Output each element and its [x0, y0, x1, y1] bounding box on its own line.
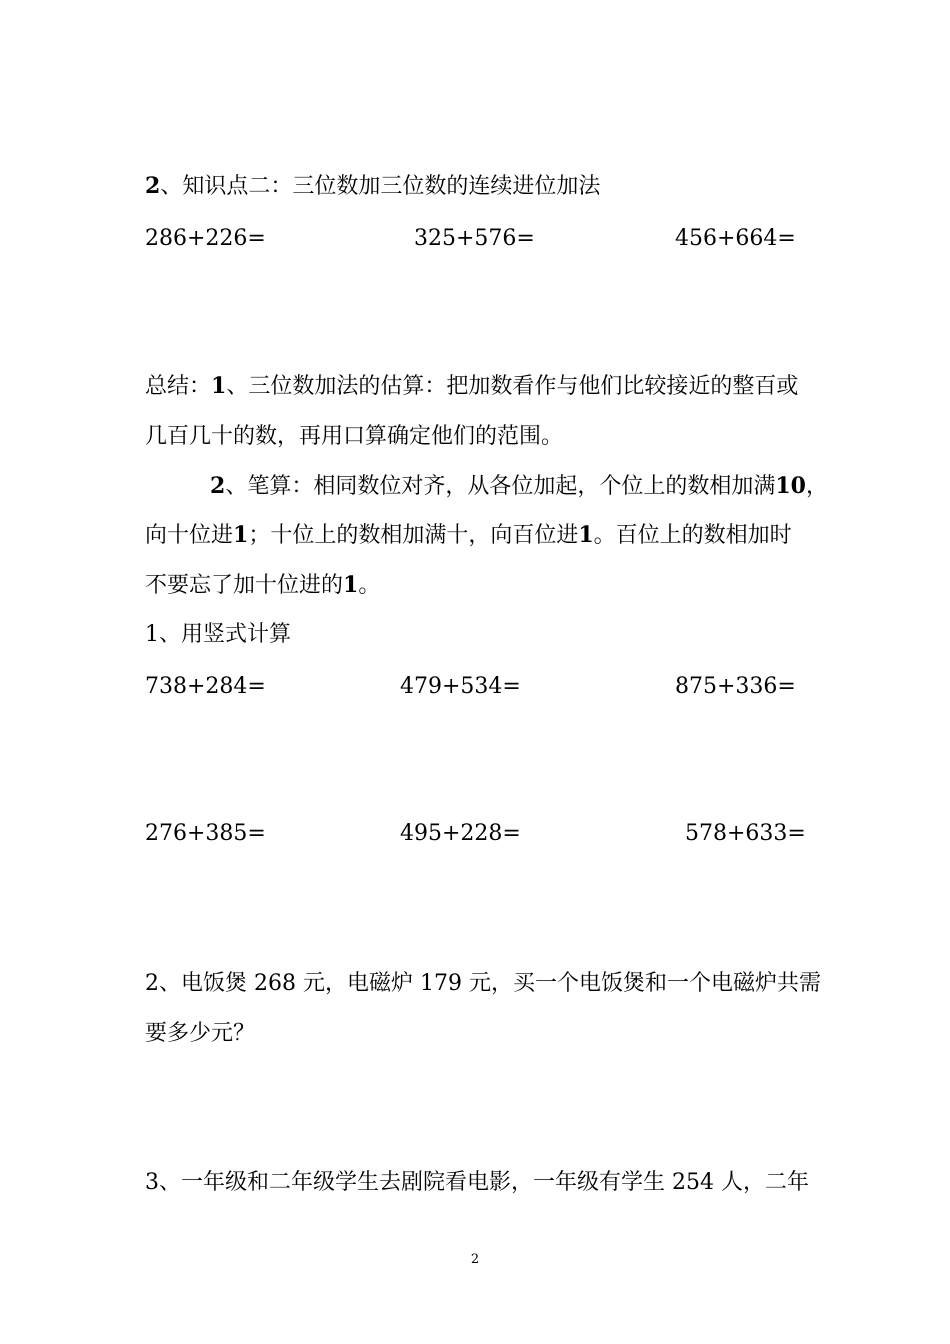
summary-carry-one: 1	[578, 522, 594, 548]
practice-exercise: 578+633=	[685, 821, 806, 846]
question-3-line-1: 3、一年级和二年级学生去剧院看电影，一年级有学生 254 人，二年	[145, 1170, 809, 1195]
summary-text: 不要忘了加十位进的	[145, 573, 344, 598]
summary-line-3	[210, 471, 828, 502]
summary-point-1-number: 1	[211, 373, 227, 399]
practice-exercise: 495+228=	[400, 821, 521, 846]
section-number: 2	[145, 173, 161, 199]
summary-carry-one: 1	[233, 522, 249, 548]
summary-text: ；十位上的数相加满十，向百位进	[248, 523, 579, 548]
summary-text: 。百位上的数相加时	[593, 523, 792, 548]
summary-line-1	[145, 371, 798, 402]
summary-point-2-text: 、笔算：相同数位对齐，从各位加起，个位上的数相加满	[225, 474, 776, 499]
summary-prefix: 总结：	[145, 374, 212, 399]
question-2-line-2: 要多少元？	[145, 1021, 256, 1046]
practice-exercise: 479+534=	[400, 674, 521, 699]
summary-line-2: 几百几十的数，再用口算确定他们的范围。	[145, 424, 564, 449]
exercise-3: 456+664=	[675, 226, 796, 251]
page-number: 2	[470, 1252, 480, 1267]
exercise-2: 325+576=	[414, 226, 535, 251]
summary-line-5	[145, 570, 380, 601]
summary-carry-one: 1	[343, 572, 359, 598]
summary-comma: ，	[805, 474, 828, 499]
question-1-title: 1、用竖式计算	[145, 622, 291, 647]
summary-ten: 10	[775, 473, 806, 499]
practice-exercise: 738+284=	[145, 674, 266, 699]
practice-exercise: 875+336=	[675, 674, 796, 699]
section-title: 、知识点二：三位数加三位数的连续进位加法	[160, 174, 601, 199]
practice-exercise: 276+385=	[145, 821, 266, 846]
summary-text: 向十位进	[145, 523, 234, 548]
question-2-line-1: 2、电饭煲 268 元，电磁炉 179 元，买一个电饭煲和一个电磁炉共需	[145, 971, 821, 996]
summary-text: 。	[358, 573, 381, 598]
summary-point-1-text: 、三位数加法的估算：把加数看作与他们比较接近的整百或	[226, 374, 799, 399]
exercise-1: 286+226=	[145, 226, 266, 251]
summary-line-4	[145, 520, 792, 551]
summary-point-2-number: 2	[210, 473, 226, 499]
section-heading	[145, 171, 600, 202]
